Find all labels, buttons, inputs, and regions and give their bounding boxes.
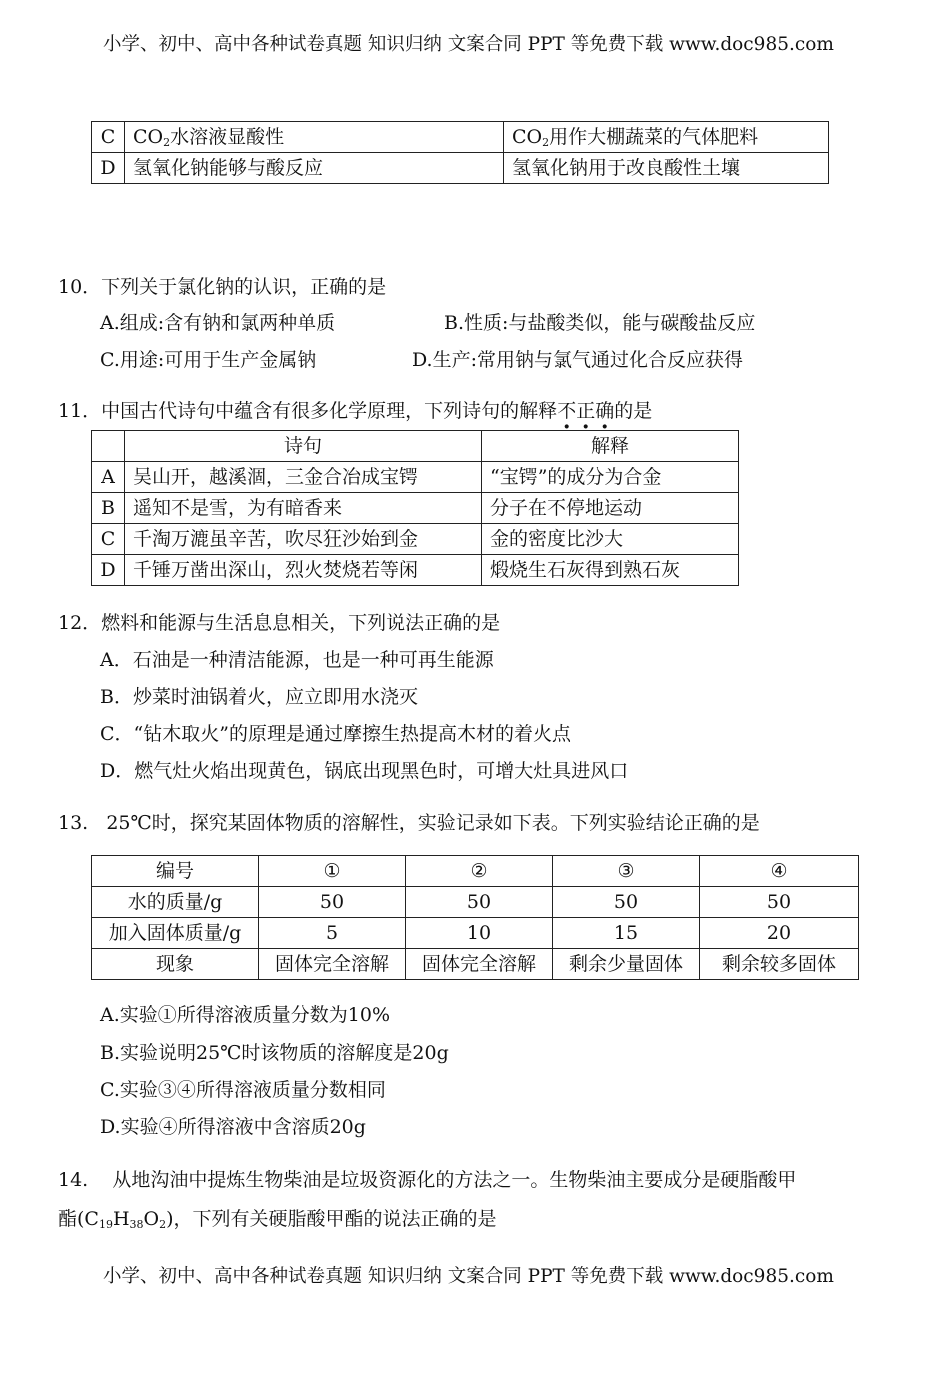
q13-option-a: A.实验①所得溶液质量分数为10%	[100, 1004, 390, 1026]
q10-stem: 10．下列关于氯化钠的认识，正确的是	[58, 276, 387, 298]
property-cell: $CO_2$水溶液显酸性	[125, 122, 504, 153]
q13-option-d: D.实验④所得溶液中含溶质20g	[100, 1116, 366, 1138]
table-row: B 遥知不是雪，为有暗香来 分子在不停地运动	[92, 493, 739, 524]
table-header-row: 编号 ① ② ③ ④	[92, 856, 859, 887]
q12-option-d: D．燃气灶火焰出现黄色，锅底出现黑色时，可增大灶具进风口	[100, 760, 629, 782]
table-row: A 吴山开，越溪涸，三金合冶成宝锷 “宝锷”的成分为合金	[92, 462, 739, 493]
q13-option-b: B.实验说明25℃时该物质的溶解度是20g	[100, 1042, 449, 1064]
emphasis-char: 不	[557, 400, 577, 422]
q11-table	[91, 430, 739, 586]
table-row	[92, 122, 829, 153]
row-label: C	[92, 122, 125, 153]
table-row: 加入固体质量/g 5 10 15 20	[92, 918, 859, 949]
q12-stem: 12．燃料和能源与生活息息相关，下列说法正确的是	[58, 612, 501, 634]
column-header: 解释	[482, 431, 739, 462]
q14-stem-line2: 酯$(C_{19}H_{38}O_2)$，下列有关硬脂酸甲酯的说法正确的是	[58, 1208, 497, 1231]
use-cell: 氢氧化钠用于改良酸性土壤	[504, 153, 829, 184]
property-cell: 氢氧化钠能够与酸反应	[125, 153, 504, 184]
q13-option-c: C.实验③④所得溶液质量分数相同	[100, 1079, 386, 1101]
q10-option-b: B.性质:与盐酸类似，能与碳酸盐反应	[444, 312, 756, 334]
q12-option-c: C．“钻木取火”的原理是通过摩擦生热提高木材的着火点	[100, 723, 571, 745]
use-cell: $CO_2$用作大棚蔬菜的气体肥料	[504, 122, 829, 153]
table-row: 现象 固体完全溶解 固体完全溶解 剩余少量固体 剩余较多固体	[92, 949, 859, 980]
q10-option-a: A.组成:含有钠和氯两种单质	[100, 312, 336, 334]
row-label: D	[92, 153, 125, 184]
page-header: 小学、初中、高中各种试卷真题 知识归纳 文案合同 PPT 等免费下载 www.doc985.com	[103, 34, 834, 55]
q12-option-b: B．炒菜时油锅着火，应立即用水浇灭	[100, 686, 418, 708]
column-header: 诗句	[125, 431, 482, 462]
table-header-row	[92, 431, 739, 462]
page-footer: 小学、初中、高中各种试卷真题 知识归纳 文案合同 PPT 等免费下载 www.doc985.com	[103, 1266, 834, 1287]
q10-option-c: C.用途:可用于生产金属钠	[100, 349, 317, 371]
q10-option-d: D.生产:常用钠与氯气通过化合反应获得	[412, 349, 743, 371]
table-row	[92, 153, 829, 184]
emphasis-char: 确	[595, 400, 615, 422]
q11-stem: 11．中国古代诗句中蕴含有很多化学原理，下列诗句的解释不正确的是	[58, 400, 653, 422]
q13-stem: 13. 25℃时，探究某固体物质的溶解性，实验记录如下表。下列实验结论正确的是	[58, 812, 760, 834]
q14-stem-line1: 14. 从地沟油中提炼生物柴油是垃圾资源化的方法之一。生物柴油主要成分是硬脂酸甲	[58, 1169, 797, 1191]
table-row: C 千淘万漉虽辛苦，吹尽狂沙始到金 金的密度比沙大	[92, 524, 739, 555]
emphasis-char: 正	[576, 400, 596, 422]
table-row: D 千锤万凿出深山，烈火焚烧若等闲 煅烧生石灰得到熟石灰	[92, 555, 739, 586]
q12-option-a: A．石油是一种清洁能源，也是一种可再生能源	[100, 649, 494, 671]
q9-table	[91, 121, 829, 184]
q13-table	[91, 855, 859, 980]
table-row: 水的质量/g 50 50 50 50	[92, 887, 859, 918]
